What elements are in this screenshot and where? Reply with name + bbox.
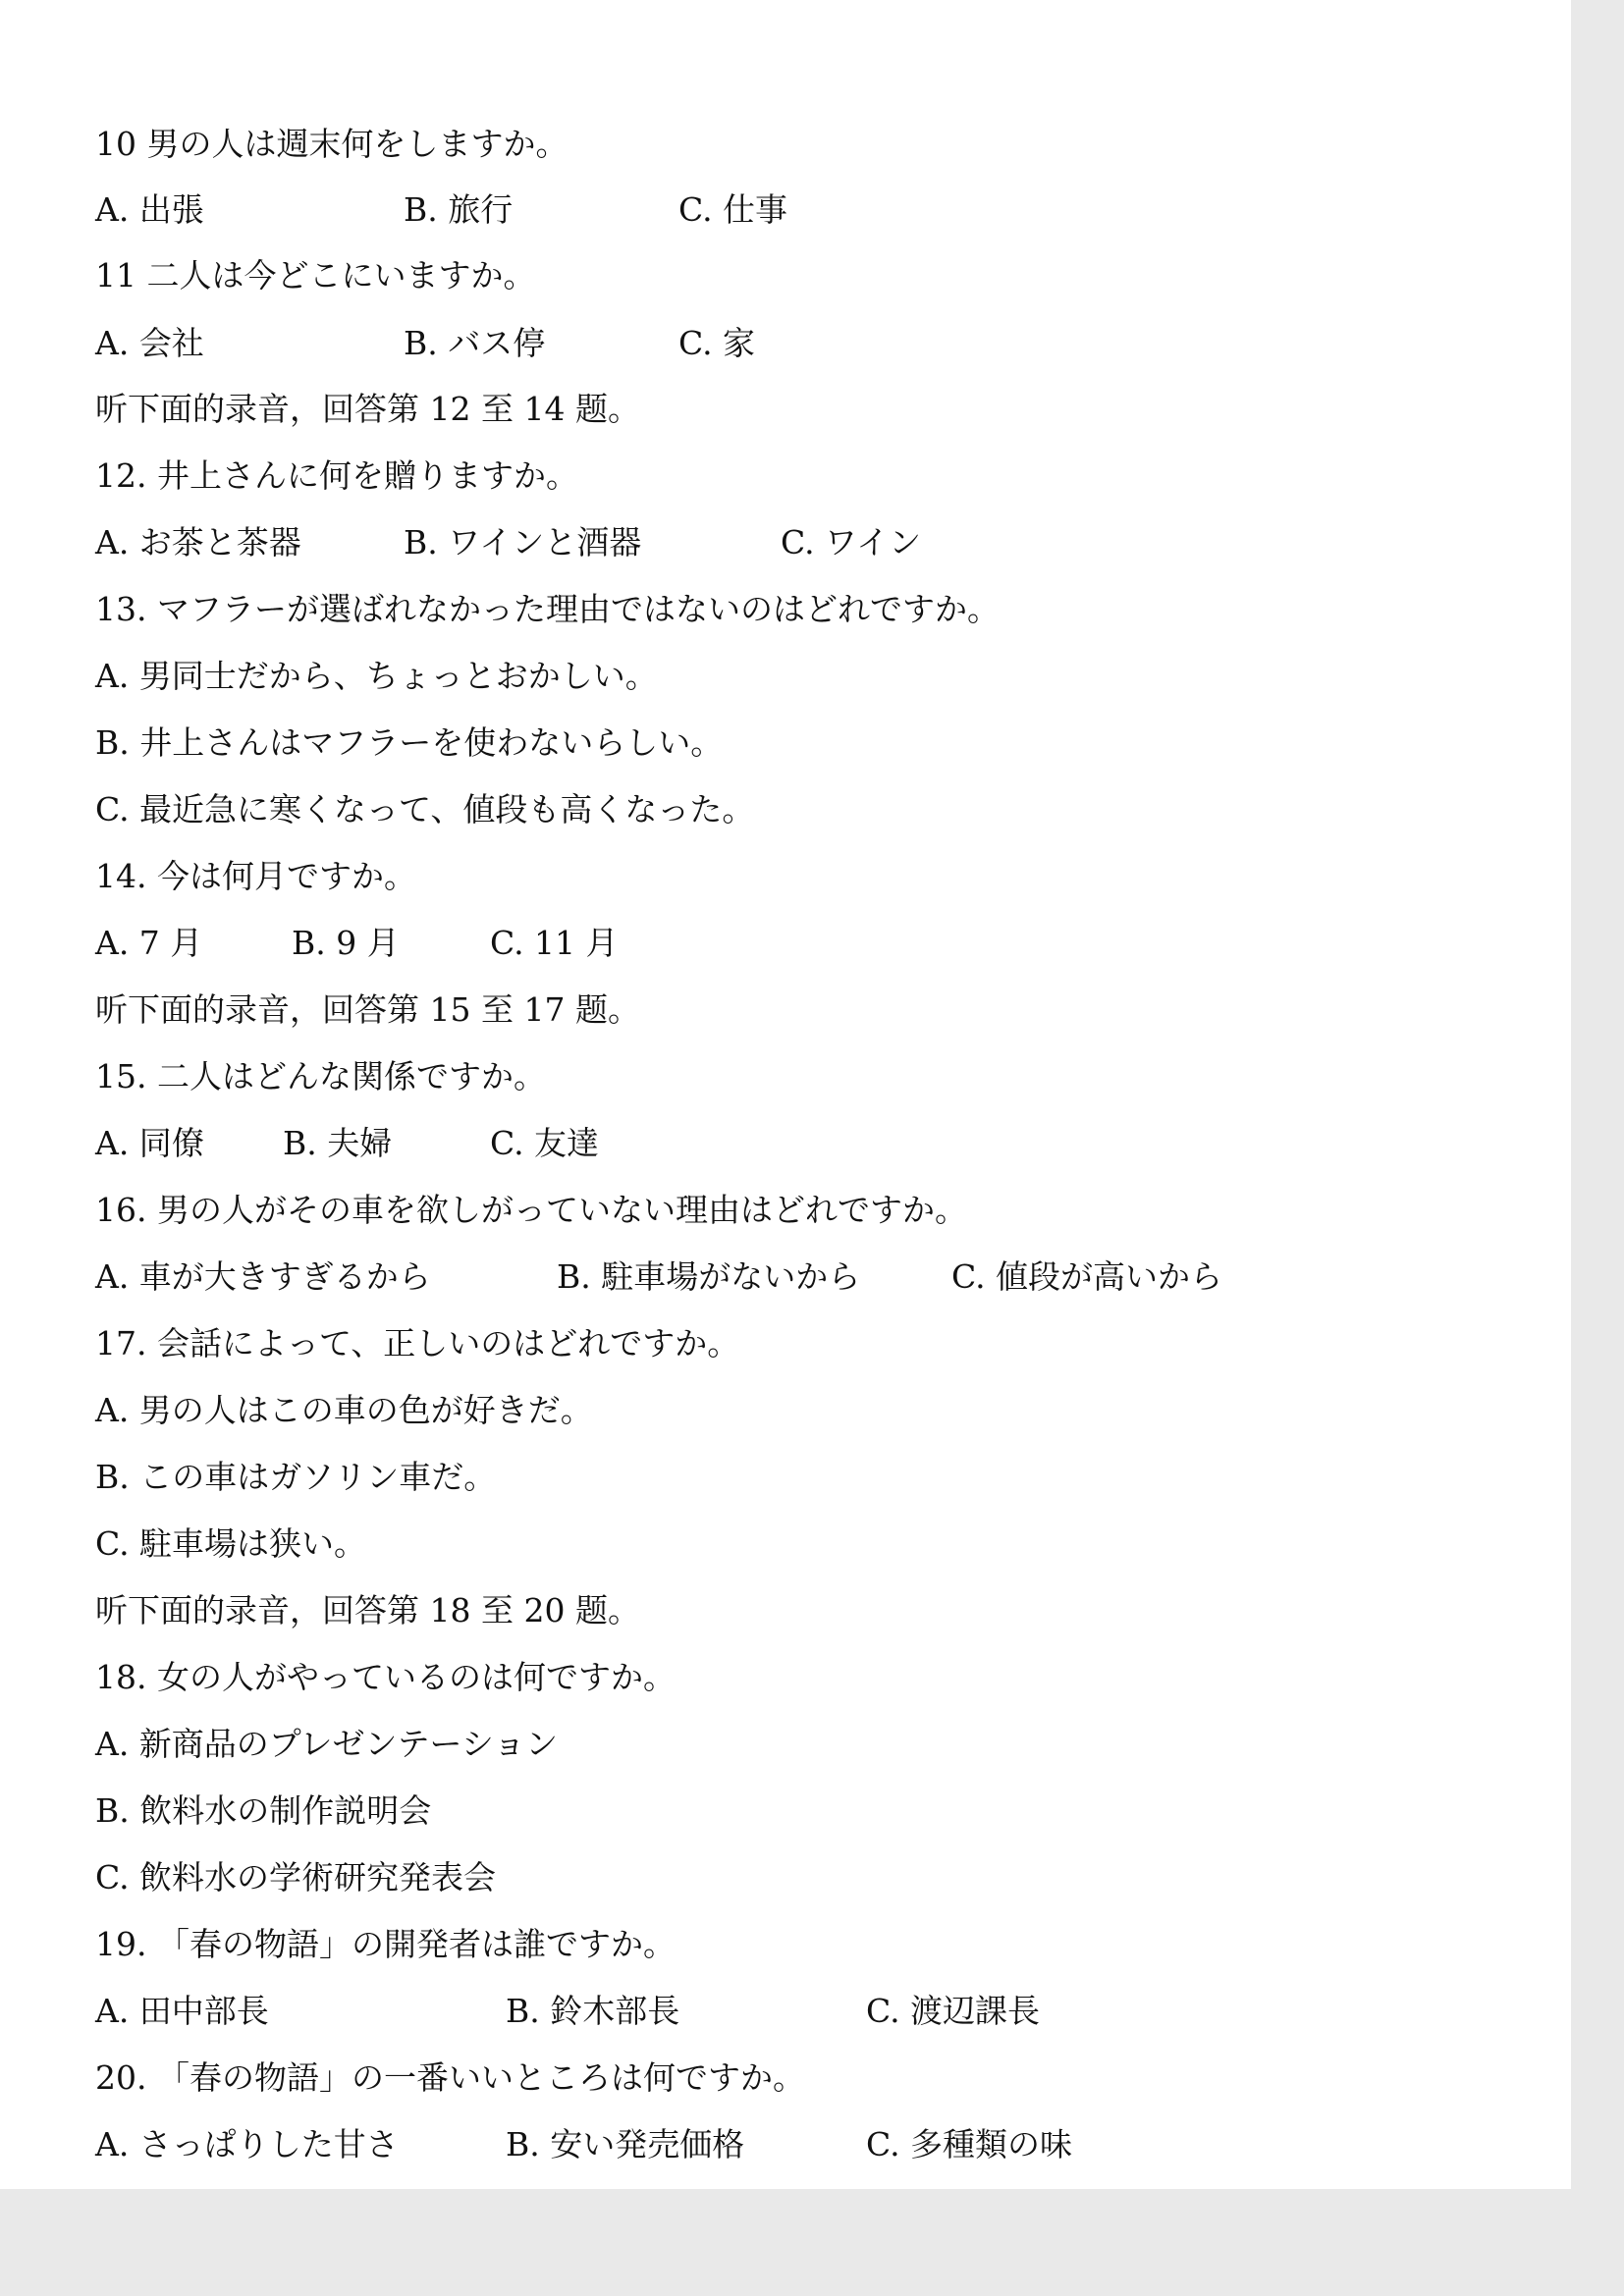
option-11-c: C. 家 xyxy=(678,324,756,362)
option-16-a: A. 車が大きすぎるから xyxy=(95,1257,431,1296)
option-18-c: C. 飲料水の学術研究発表会 xyxy=(95,1858,497,1896)
option-14-a: A. 7 月 xyxy=(95,924,203,962)
option-15-a: A. 同僚 xyxy=(95,1124,204,1162)
section-heading-18-20: 听下面的录音，回答第 18 至 20 题。 xyxy=(95,1591,640,1629)
option-19-a: A. 田中部長 xyxy=(95,1992,269,2030)
option-17-a: A. 男の人はこの車の色が好きだ。 xyxy=(95,1391,593,1429)
option-18-a: A. 新商品のプレゼンテーション xyxy=(95,1725,559,1763)
option-11-a: A. 会社 xyxy=(95,324,204,362)
question-16: 16. 男の人がその車を欲しがっていない理由はどれですか。 xyxy=(95,1191,967,1229)
option-12-a: A. お茶と茶器 xyxy=(95,523,301,561)
option-18-b: B. 飲料水の制作説明会 xyxy=(95,1791,432,1830)
option-17-c: C. 駐車場は狭い。 xyxy=(95,1524,367,1563)
question-11: 11 二人は今どこにいますか。 xyxy=(95,256,536,294)
option-10-c: C. 仕事 xyxy=(678,190,788,229)
option-20-a: A. さっぱりした甘さ xyxy=(95,2125,399,2163)
option-16-b: B. 駐車場がないから xyxy=(557,1257,861,1296)
option-11-b: B. バス停 xyxy=(404,324,546,362)
question-10: 10 男の人は週末何をしますか。 xyxy=(95,125,568,163)
option-12-c: C. ワイン xyxy=(781,523,922,561)
section-heading-15-17: 听下面的录音，回答第 15 至 17 题。 xyxy=(95,990,640,1029)
question-20: 20. 「春の物語」の一番いいところは何ですか。 xyxy=(95,2058,805,2097)
section-heading-12-14: 听下面的录音，回答第 12 至 14 题。 xyxy=(95,390,640,428)
option-13-a: A. 男同士だから、ちょっとおかしい。 xyxy=(95,657,658,695)
option-16-c: C. 値段が高いから xyxy=(951,1257,1223,1296)
option-15-b: B. 夫婦 xyxy=(283,1124,393,1162)
option-19-c: C. 渡辺課長 xyxy=(866,1992,1041,2030)
option-12-b: B. ワインと酒器 xyxy=(404,523,642,561)
question-14: 14. 今は何月ですか。 xyxy=(95,857,416,895)
question-19: 19. 「春の物語」の開発者は誰ですか。 xyxy=(95,1925,676,1963)
option-17-b: B. この車はガソリン車だ。 xyxy=(95,1458,497,1496)
option-19-b: B. 鈴木部長 xyxy=(506,1992,680,2030)
option-14-b: B. 9 月 xyxy=(292,924,400,962)
option-20-c: C. 多種類の味 xyxy=(866,2125,1073,2163)
option-13-b: B. 井上さんはマフラーを使わないらしい。 xyxy=(95,723,724,762)
option-15-c: C. 友達 xyxy=(490,1124,600,1162)
question-18: 18. 女の人がやっているのは何ですか。 xyxy=(95,1658,676,1696)
option-10-a: A. 出張 xyxy=(95,190,204,229)
question-15: 15. 二人はどんな関係ですか。 xyxy=(95,1057,546,1095)
question-17: 17. 会話によって、正しいのはどれですか。 xyxy=(95,1324,740,1362)
question-12: 12. 井上さんに何を贈りますか。 xyxy=(95,456,578,495)
option-13-c: C. 最近急に寒くなって、値段も高くなった。 xyxy=(95,790,755,828)
option-14-c: C. 11 月 xyxy=(490,924,619,962)
option-10-b: B. 旅行 xyxy=(404,190,514,229)
question-13: 13. マフラーが選ばれなかった理由ではないのはどれですか。 xyxy=(95,590,1000,628)
option-20-b: B. 安い発売価格 xyxy=(506,2125,745,2163)
